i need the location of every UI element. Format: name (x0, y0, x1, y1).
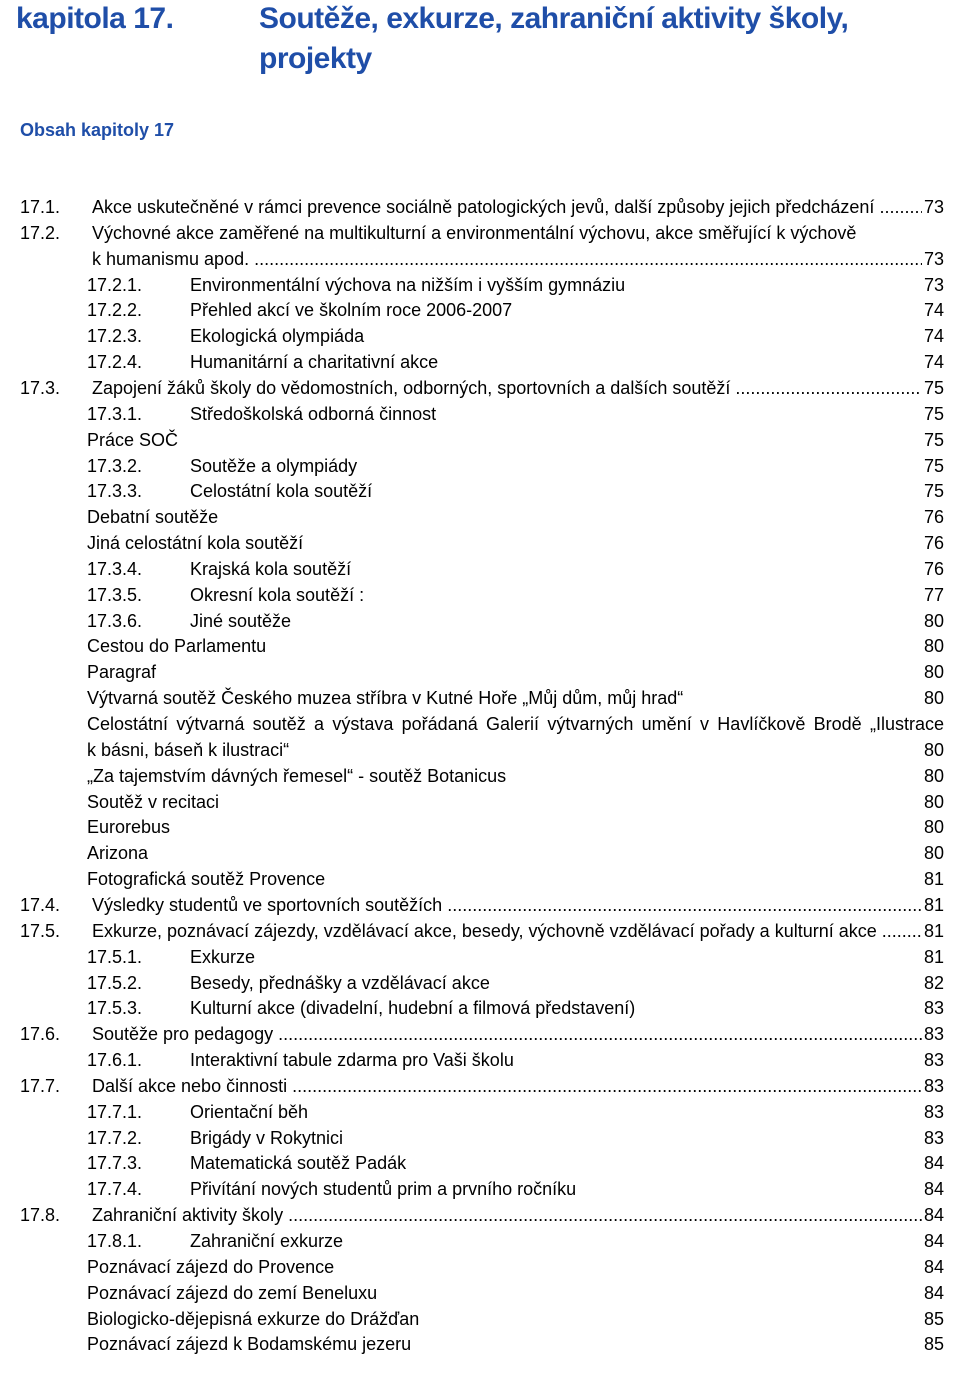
toc-entry-number: 17.5.1. (87, 946, 143, 967)
toc-entry[interactable] (0, 711, 960, 737)
toc-entry[interactable] (0, 763, 960, 789)
toc-entry-text: Humanitární a charitativní akce (190, 352, 439, 373)
toc-entry-number: 17.7.3. (87, 1153, 143, 1174)
toc-entry-page: 75 (920, 453, 944, 479)
toc-entry-page: 83 (922, 1073, 944, 1099)
toc-entry-text: Poznávací zájezd do Provence (87, 1256, 335, 1277)
toc-entry-number: 17.2.1. (87, 274, 143, 295)
toc-entry-page: 84 (920, 1280, 944, 1306)
toc-entry[interactable] (0, 1021, 960, 1047)
toc-entry-page: 80 (920, 763, 944, 789)
toc-entry-page: 74 (920, 323, 944, 349)
toc-entry-page: 84 (920, 1228, 944, 1254)
toc-entry-text: Přehled akcí ve školním roce 2006-2007 (190, 300, 513, 321)
toc-entry-page: 80 (920, 659, 944, 685)
toc-entry[interactable] (0, 1125, 960, 1151)
toc-entry-text: Soutěže a olympiády (190, 455, 358, 476)
toc-entry-text: Arizona (87, 843, 149, 864)
toc-entry-page: 85 (920, 1331, 944, 1357)
toc-entry-number: 17.2.2. (87, 300, 143, 321)
toc-entry-page: 80 (920, 633, 944, 659)
toc-entry-text: Besedy, přednášky a vzdělávací akce (190, 972, 490, 993)
toc-entry-text: Paragraf (87, 662, 157, 683)
toc-entry-number: 17.7.2. (87, 1127, 143, 1148)
toc-entry-text: k básni, báseň k ilustraci“ (87, 739, 290, 760)
toc-entry-text: Poznávací zájezd do zemí Beneluxu (87, 1282, 378, 1303)
toc-entry[interactable] (0, 1099, 960, 1125)
toc-entry[interactable] (0, 297, 960, 323)
toc-entry-text: Cestou do Parlamentu (87, 636, 267, 657)
toc-entry-page: 84 (920, 1150, 944, 1176)
toc-entry[interactable] (0, 1073, 960, 1099)
toc-entry[interactable] (0, 246, 960, 272)
toc-entry-page: 85 (920, 1306, 944, 1332)
toc-entry-page: 80 (920, 789, 944, 815)
toc-entry[interactable] (0, 1280, 960, 1306)
toc-entry-page: 74 (920, 297, 944, 323)
toc-entry-text: Brigády v Rokytnici (190, 1127, 344, 1148)
toc-entry-text: Zahraniční exkurze (190, 1231, 344, 1251)
toc-entry-text: Exkurze, poznávací zájezdy, vzdělávací akce, besedy, výchovně vzdělávací pořady a kulturní akce ..... (92, 918, 922, 944)
toc-entry[interactable] (0, 1047, 960, 1073)
toc-entry-number: 17.7.4. (87, 1179, 143, 1200)
toc-entry-page: 83 (920, 1099, 944, 1125)
toc-entry-number: 17.5.2. (87, 972, 143, 993)
toc-entry-number: 17.8.1. (87, 1231, 143, 1251)
toc-entry-text: Akce uskutečněné v rámci prevence sociálně patologických jevů, další způsoby jejich předcházení ..... (92, 194, 922, 220)
toc-entry-text: Exkurze (190, 946, 256, 967)
toc-entry[interactable] (0, 1331, 960, 1357)
toc-entry-text: Středoškolská odborná činnost (190, 403, 437, 424)
toc-entry-page: 80 (920, 685, 944, 711)
toc-entry[interactable] (0, 582, 960, 608)
toc-entry-number: 17.5.3. (87, 998, 143, 1019)
toc-entry-text: Soutěže pro pedagogy ..... (92, 1021, 922, 1047)
toc-entry-text: Debatní soutěže (87, 507, 219, 528)
toc-entry-text: Ekologická olympiáda (190, 326, 365, 347)
toc-entry[interactable] (0, 401, 960, 427)
toc-entry[interactable] (0, 633, 960, 659)
toc-entry-page: 80 (920, 840, 944, 866)
toc-entry-page: 76 (920, 530, 944, 556)
toc-entry-page: 84 (922, 1202, 944, 1228)
toc-entry[interactable] (0, 349, 960, 375)
toc-entry-page: 76 (920, 504, 944, 530)
chapter-title-line1: Soutěže, exkurze, zahraniční aktivity školy, (259, 2, 849, 35)
toc-entry-page: 83 (920, 1125, 944, 1151)
toc-entry-page: 82 (920, 970, 944, 996)
toc-entry-page: 73 (922, 194, 944, 220)
toc-entry[interactable] (0, 272, 960, 298)
toc-entry-page: 75 (920, 427, 944, 453)
toc-entry[interactable] (0, 194, 960, 220)
toc-entry-number: 17.8. (20, 1205, 61, 1226)
toc-entry-text: Kulturní akce (divadelní, hudební a filmová představení) (190, 998, 636, 1019)
toc-entry[interactable] (0, 1306, 960, 1332)
toc-entry-number: 17.3.2. (87, 455, 143, 476)
toc-entry-page: 75 (920, 401, 944, 427)
toc-entry-number: 17.6.1. (87, 1050, 143, 1071)
toc-entry-number: 17.6. (20, 1024, 61, 1045)
toc-entry[interactable] (0, 556, 960, 582)
toc-entry-number: 17.3. (20, 377, 61, 398)
toc-entry[interactable] (0, 944, 960, 970)
toc-entry-number: 17.4. (20, 894, 61, 915)
toc-entry-page: 77 (920, 582, 944, 608)
toc-entry-page: 80 (920, 608, 944, 634)
toc-entry-text: Krajská kola soutěží (190, 558, 352, 579)
toc-entry-number: 17.2. (20, 222, 61, 243)
toc-entry-page: 76 (920, 556, 944, 582)
toc-entry-page: 84 (920, 1176, 944, 1202)
toc-entry-text: Další akce nebo činnosti ..... (92, 1073, 922, 1099)
toc-entry[interactable] (0, 1202, 960, 1228)
toc-entry[interactable] (0, 478, 960, 504)
toc-entry[interactable] (0, 530, 960, 556)
toc-entry[interactable] (0, 840, 960, 866)
toc-entry[interactable] (0, 427, 960, 453)
toc-entry-page: 81 (920, 944, 944, 970)
toc-entry-number: 17.3.6. (87, 610, 143, 631)
toc-entry-number: 17.3.5. (87, 584, 143, 605)
toc-entry[interactable] (0, 453, 960, 479)
toc-entry-page: 75 (920, 478, 944, 504)
toc-entry-number: 17.3.1. (87, 403, 143, 424)
chapter-title-line2: projekty (259, 42, 372, 75)
toc-entry-page: 80 (920, 737, 944, 763)
toc-entry-text: Eurorebus (87, 817, 171, 838)
toc-entry-text: Jiné soutěže (190, 610, 292, 631)
toc-entry-text: Interaktivní tabule zdarma pro Vaši školu (190, 1050, 514, 1071)
toc-entry-page: 74 (920, 349, 944, 375)
toc-entry-text: Výsledky studentů ve sportovních soutěžích ..... (92, 892, 922, 918)
toc-entry-number: 17.2.4. (87, 352, 143, 373)
toc-entry-text: Celostátní kola soutěží (190, 481, 373, 502)
toc-entry-text: Výchovné akce zaměřené na multikulturní a environmentální výchovu, akce směřující k výchově (92, 222, 857, 243)
toc-entry[interactable] (0, 814, 960, 840)
toc-entry-page: 73 (922, 246, 944, 272)
chapter-number: kapitola 17. (16, 2, 174, 35)
toc-entry[interactable] (0, 789, 960, 815)
toc-entry-text: Environmentální výchova na nižším i vyšším gymnáziu (190, 274, 626, 295)
toc-entry-number: 17.5. (20, 920, 61, 941)
toc-entry-number: 17.7. (20, 1075, 61, 1096)
toc-entry[interactable] (0, 866, 960, 892)
toc-entry[interactable] (0, 1254, 960, 1280)
toc-entry-text: Soutěž v recitaci (87, 791, 220, 812)
toc-entry-text: Přivítání nových studentů prim a prvního ročníku (190, 1179, 577, 1200)
toc-entry-page: 81 (922, 892, 944, 918)
toc-entry[interactable] (0, 659, 960, 685)
toc-entry-page: 75 (922, 375, 944, 401)
toc-entry[interactable] (0, 737, 960, 763)
toc-title: Obsah kapitoly 17 (20, 120, 175, 140)
toc-entry[interactable] (0, 995, 960, 1021)
toc-entry[interactable] (0, 970, 960, 996)
toc-entry[interactable] (0, 1150, 960, 1176)
toc-entry-number: 17.1. (20, 197, 61, 217)
toc-entry[interactable] (0, 323, 960, 349)
toc-entry[interactable] (0, 608, 960, 634)
toc-entry-text: Zapojení žáků školy do vědomostních, odborných, sportovních a dalších soutěží ..... (92, 375, 922, 401)
toc-entry-number: 17.7.1. (87, 1101, 143, 1122)
toc-entry-page: 81 (922, 918, 944, 944)
toc-entry-page: 81 (920, 866, 944, 892)
toc-entry-page: 83 (920, 995, 944, 1021)
toc-entry-text: Celostátní výtvarná soutěž a výstava pořádaná Galerií výtvarných umění v Havlíčkově Brodě „Ilustrace (87, 714, 944, 734)
toc-entry[interactable] (0, 685, 960, 711)
toc-entry-page: 83 (922, 1021, 944, 1047)
toc-entry-number: 17.3.4. (87, 558, 143, 579)
toc-entry[interactable] (0, 892, 960, 918)
toc-entry[interactable] (0, 504, 960, 530)
toc-entry[interactable] (0, 918, 960, 944)
toc-entry-text: Fotografická soutěž Provence (87, 869, 326, 890)
toc-entry[interactable] (0, 1228, 960, 1254)
toc-entry-number: 17.2.3. (87, 326, 143, 347)
toc-entry-text: Práce SOČ (87, 429, 179, 450)
toc-entry-text: Biologicko-dějepisná exkurze do Drážďan (87, 1308, 420, 1329)
toc-entry-text: k humanismu apod. ..... (92, 246, 922, 272)
toc-entry[interactable] (0, 220, 960, 246)
toc-entry-text: Poznávací zájezd k Bodamskému jezeru (87, 1334, 412, 1355)
toc-entry[interactable] (0, 1176, 960, 1202)
toc-entry-page: 73 (920, 272, 944, 298)
toc-entry-page: 83 (920, 1047, 944, 1073)
toc-entry-text: Výtvarná soutěž Českého muzea stříbra v Kutné Hoře „Můj dům, můj hrad“ (87, 688, 684, 709)
toc-entry[interactable] (0, 375, 960, 401)
toc-entry-text: Matematická soutěž Padák (190, 1153, 407, 1174)
toc-entry-text: Jiná celostátní kola soutěží (87, 533, 304, 554)
toc-entry-page: 80 (920, 814, 944, 840)
toc-entry-text: „Za tajemstvím dávných řemesel“ - soutěž Botanicus (87, 765, 507, 786)
toc-entry-text: Orientační běh (190, 1101, 309, 1122)
toc-entry-text: Okresní kola soutěží : (190, 584, 365, 605)
toc-entry-number: 17.3.3. (87, 481, 143, 502)
toc-entry-page: 84 (920, 1254, 944, 1280)
toc-entry-text: Zahraniční aktivity školy ..... (92, 1202, 922, 1228)
